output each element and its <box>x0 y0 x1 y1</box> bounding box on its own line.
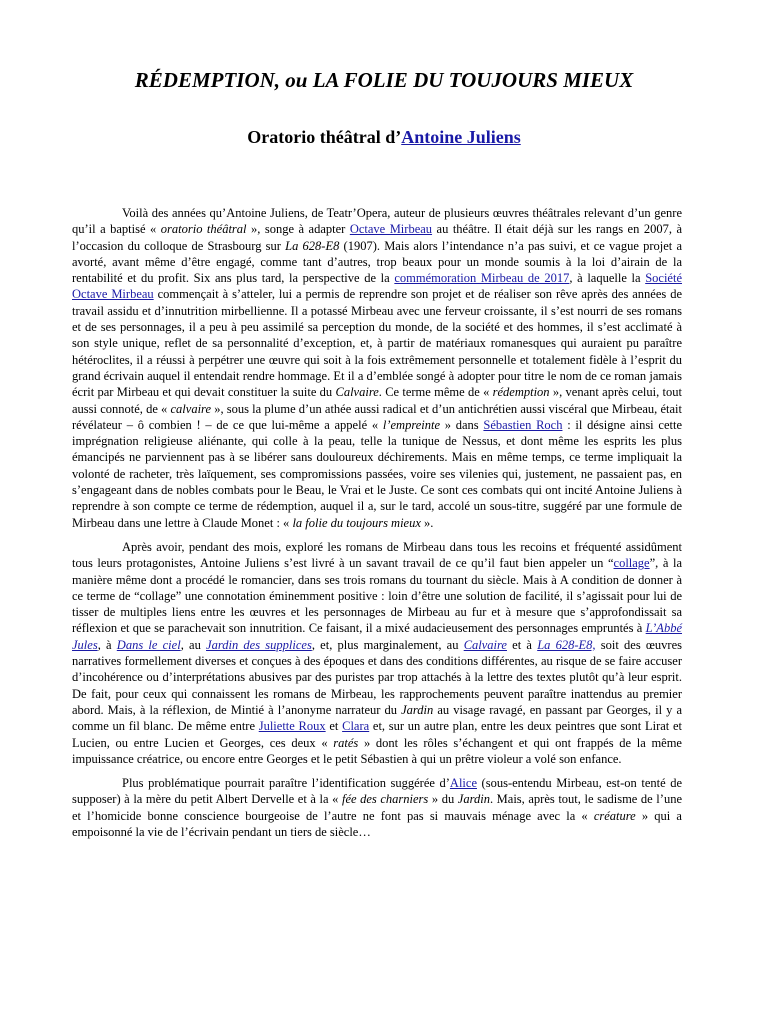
text-run: », venant après celui, tout aussi connoté, de « <box>72 385 682 416</box>
text-run: Après avoir, pendant des mois, exploré les romans de Mirbeau dans tous les recoins et fréquenté assidûment tous leurs protagonistes, Antoine Juliens s’est livré à un savant travail de ce qu’il faut bien appeler un “ <box>72 539 682 571</box>
text-run: et, sur un autre plan, entre les deux peintres que sont Lirat et Lucien, ou entre Lucien et Georges, ces deux « <box>72 719 682 750</box>
text-run: » dont les rôles s’échangent et qui ont frappés de la même impuissance créatrice, ou encore entre Georges et le petit Sébastien à qui un prêtre violeur a volé son enfance. <box>72 735 682 766</box>
paragraph-2 <box>72 539 682 767</box>
italic-run: l’empreinte <box>382 417 441 432</box>
link-sebastien-roch[interactable]: Sébastien Roch <box>483 417 563 432</box>
text-run: » qui a empoisonné la vie de l’écrivain pendant un tiers de siècle… <box>72 808 682 839</box>
link-la-628-e8[interactable]: La 628-E8, <box>537 637 596 652</box>
italic-run: La 628-E8 <box>285 238 340 253</box>
text-run: , au <box>180 637 207 652</box>
italic-run: Calvaire <box>335 385 379 400</box>
document-title: RÉDEMPTION, ou LA FOLIE DU TOUJOURS MIEUX <box>134 68 634 92</box>
link-dans-le-ciel[interactable]: Dans le ciel <box>116 637 181 652</box>
text-run: » du <box>428 792 458 807</box>
text-run: au visage ravagé, en passant par Georges, il y a comme un fil blanc. De même entre <box>72 702 683 734</box>
link-jardin-des-supplices[interactable]: Jardin des supplices <box>206 637 312 652</box>
italic-run: fée des charniers <box>341 792 429 807</box>
text-run: au théâtre. Il était déjà sur les rangs en 2007, à l’occasion du colloque de Strasbourg sur <box>72 222 682 253</box>
link-calvaire[interactable]: Calvaire <box>463 637 507 652</box>
text-run: , à laquelle la <box>569 271 646 286</box>
paragraph-1 <box>72 205 682 531</box>
document-body <box>72 205 682 848</box>
italic-run: calvaire <box>170 401 211 416</box>
text-run: . Mais, après tout, le sadisme de l’une et l’homicide bonne conscience bourgeoise de l’autre ne font pas si mauvais ménage avec la « <box>72 792 682 823</box>
text-run: soit des œuvres narratives formellement diverses et conçues à des époques et dans des conditions différentes, au risque de se faire accuser d’incohérence ou d’interprétations abusives par des puristes par trop attachés à la lettre des textes plutôt qu’à leur esprit. De fait, pour ceux qui connaissent les romans de Mirbeau, les rapprochements peuvent paraître inattendus au premier abord. Mais, à la réflexion, de Mintié à l’anonyme narrateur du <box>72 637 682 717</box>
link-octave-mirbeau[interactable]: Octave Mirbeau <box>349 222 433 237</box>
paragraph-3 <box>72 775 682 840</box>
text-run: ». <box>420 515 434 530</box>
italic-run: Jardin <box>401 702 434 717</box>
link-juliette-roux[interactable]: Juliette Roux <box>258 719 326 734</box>
italic-run: oratorio théâtral <box>160 222 247 237</box>
italic-run: rédemption <box>492 385 550 400</box>
italic-run: créature <box>593 808 636 823</box>
text-run: », sous la plume d’un athée aussi radical et d’un antichrétien aussi viscéral que Mirbeau, était révélateur – ô combien ! – de ce que lui-même a appelé « <box>72 401 682 432</box>
text-run: Plus problématique pourrait paraître l’identification suggérée d’ <box>122 776 450 791</box>
italic-run: ratés <box>333 735 359 750</box>
text-run: Voilà des années qu’Antoine Juliens, de Teatr’Opera, auteur de plusieurs œuvres théâtrales relevant d’un genre qu’il a baptisé « <box>72 206 682 237</box>
text-run: : il désigne ainsi cette imprégnation religieuse aliénante, qui colle à la peau, telle la tunique de Nessus, et dont même les esprits les plus émancipés ne parviennent pas à se libérer sans douloureux déchirements. Mais en même temps, ce terme impliquait la volonté de racheter, très laïquement, ses compromissions passées, voire ses vilenies qui, justement, ne passaient pas, en s’engageant dans de nobles combats pour le Beau, le Vrai et le Juste. Ce sont ces combats qui ont incité Antoine Juliens à reprendre à son compte ce terme de rédemption, auquel il a, sur le tard, accolé un sous-titre, suggéré par une formule de Mirbeau dans une lettre à Claude Monet : « <box>72 417 682 530</box>
text-run: , à <box>97 637 117 652</box>
author-link[interactable]: Antoine Juliens <box>401 127 521 147</box>
text-run: » dans <box>440 417 484 432</box>
link-commemoration-2017[interactable]: commémoration Mirbeau de 2017 <box>394 271 570 286</box>
text-run: , et, plus marginalement, au <box>311 637 464 652</box>
link-societe-octave-mirbeau[interactable]: Société Octave Mirbeau <box>72 271 682 302</box>
text-run: et à <box>506 637 538 652</box>
italic-run: la folie du toujours mieux <box>292 515 421 530</box>
text-run: et <box>325 719 343 734</box>
text-run: », songe à adapter <box>246 222 350 237</box>
document-subtitle <box>0 127 768 148</box>
text-run: . Ce terme même de « <box>378 385 493 400</box>
link-clara[interactable]: Clara <box>342 719 370 734</box>
subtitle-prefix: Oratorio théâtral d’ <box>247 127 402 147</box>
text-run: commençait à s’atteler, lui a permis de reprendre son projet et de réaliser son rêve après des années de travail assidu et d’innutrition mirbellienne. Il a potassé Mirbeau avec une ferveur croissante, il s’est nourri de ses romans et de ses personnages, il a peu à peu assimilé sa perception du monde, de la société et des hommes, il s’est acclimaté à son style unique, reflet de sa personnalité d’exception, et, à partir de matériaux romanesques qui auraient pu paraître hétéroclites, il a réussi à perpétrer une œuvre qui soit à la fois extrêmement personnelle et totalement fidèle à l’esprit du grand écrivain auquel il entendait rendre hommage. Et il a d’emblée songé à adopter pour titre le nom de ce roman jamais écrit par Mirbeau et qui devait constituer la suite du <box>72 287 682 400</box>
text-run: ”, à la manière même dont a procédé le romancier, dans ses trois romans du tournant du siècle. Mais à A condition de donner à ce terme de “collage” une connotation éminemment positive : loin d’être une solution de facilité, il s’agissait pour lui de tisser de multiples liens entre les œuvres et les personnages de Mirbeau au fur et à mesure que s’approfondissait sa réflexion et que se parachevait son innutrition. Ce faisant, il a mixé audacieusement des personnages empruntés à <box>72 556 682 636</box>
link-alice[interactable]: Alice <box>449 776 477 791</box>
link-abbe-jules[interactable]: L’Abbé Jules <box>72 621 682 652</box>
text-run: (1907). Mais alors l’intendance n’a pas suivi, et ce vague projet a avorté, avant même d’être engagé, comme tant d’autres, trop beaux pour un monde soumis à la loi d’airain de la rentabilité et du profit. Six ans plus tard, la perspective de la <box>72 238 683 286</box>
italic-run: Jardin <box>457 792 490 807</box>
link-collage[interactable]: collage <box>613 556 650 571</box>
text-run: (sous-entendu Mirbeau, est-on tenté de supposer) à la mère du petit Albert Dervelle et à la « <box>72 776 683 807</box>
